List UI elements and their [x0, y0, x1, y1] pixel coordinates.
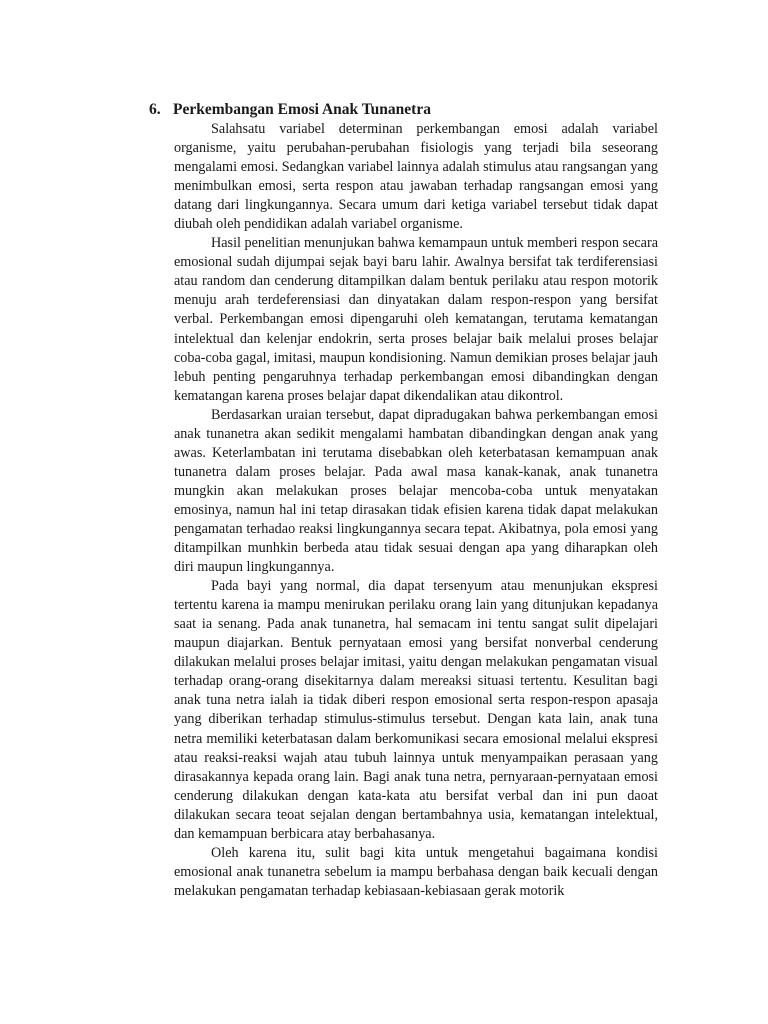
paragraph: Berdasarkan uraian tersebut, dapat dipradugakan bahwa perkembangan emosi anak tunanetra akan sedikit mengalami hambatan dibandingkan dengan anak yang awas. Keterlambatan ini terutama disebabkan oleh keterbatasan kemampuan anak tunanetra dalam proses belajar. Pada awal masa kanak-kanak, anak tunanetra mungkin akan melakukan proses belajar mencoba-coba untuk menyatakan emosinya, namun hal ini tetap dirasakan tidak efisien karena tidak dapat melakukan pengamatan terhadao reaksi lingkungannya secara tepat. Akibatnya, pola emosi yang ditampilkan munhkin berbeda atau tidak sesuai dengan apa yang diharapkan oleh diri maupun lingkungannya.	[174, 406, 658, 576]
section-title: Perkembangan Emosi Anak Tunanetra	[173, 101, 431, 118]
section-body	[174, 120, 658, 901]
paragraph: Hasil penelitian menunjukan bahwa kemampaun untuk memberi respon secara emosional sudah dijumpai sejak bayi baru lahir. Awalnya bersifat tak terdiferensiasi atau random dan cenderung ditampilkan dalam bentuk perilaku atau respon motorik menuju arah terdeferensiasi dan dinyatakan dalam respon-respon yang bersifat verbal. Perkembangan emosi dipengaruhi oleh kematangan, terutama kematangan intelektual dan kelenjar endokrin, serta proses belajar baik melalui proses belajar coba-coba gagal, imitasi, maupun kondisioning. Namun demikian proses belajar jauh lebuh penting pengaruhnya terhadap perkembangan emosi dibandingkan dengan kematangan karena proses belajar dapat dikendalikan atau dikontrol.	[174, 235, 658, 404]
paragraph: Oleh karena itu, sulit bagi kita untuk mengetahui bagaimana kondisi emosional anak tunanetra sebelum ia mampu berbahasa dengan baik kecuali dengan melakukan pengamatan terhadap kebiasaan-kebiasaan gerak motorik	[174, 844, 658, 899]
section-heading	[149, 100, 659, 120]
section-number: 6.	[149, 101, 161, 118]
paragraph: Pada bayi yang normal, dia dapat tersenyum atau menunjukan ekspresi tertentu karena ia mampu menirukan perilaku orang lain yang ditunjukan kepadanya saat ia senang. Pada anak tunanetra, hal semacam ini tentu sangat sulit dipelajari maupun diajarkan. Bentuk pernyataan emosi yang bersifat nonverbal cenderung dilakukan melalui proses belajar imitasi, yaitu dengan melakukan pengamatan visual terhadap orang-orang disekitarnya dalam mereaksi situasi tertentu. Kesulitan bagi anak tuna netra ialah ia tidak diberi respon emosional serta respon-respon apasaja yang diberikan terhadap stimulus-stimulus tersebut. Dengan kata lain, anak tuna netra memiliki keterbatasan dalam berkomunikasi secara emosional melalui ekspresi atau reaksi-reaksi wajah atau tubuh lainnya untuk menyampaikan perasaan yang dirasakannya kepada orang lain. Bagi anak tuna netra, pernyaraan-pernyataan emosi cenderung dilakukan dengan kata-kata atu bersifat verbal dan ini pun daoat dilakukan secara teoat sejalan dengan bertambahnya usia, kematangan intelektual, dan kemampuan berbicara atay berbahasanya.	[174, 578, 658, 842]
paragraph: Salahsatu variabel determinan perkembangan emosi adalah variabel organisme, yaitu perubahan-perubahan fisiologis yang terjadi bila seseorang mengalami emosi. Sedangkan variabel lainnya adalah stimulus atau rangsangan yang menimbulkan emosi, serta respon atau jawaban terhadap rangsangan emosi yang datang dari lingkungannya. Secara umum dari ketiga variabel tersebut tidak dapat diubah oleh pendidikan adalah variabel organisme.	[174, 121, 658, 233]
